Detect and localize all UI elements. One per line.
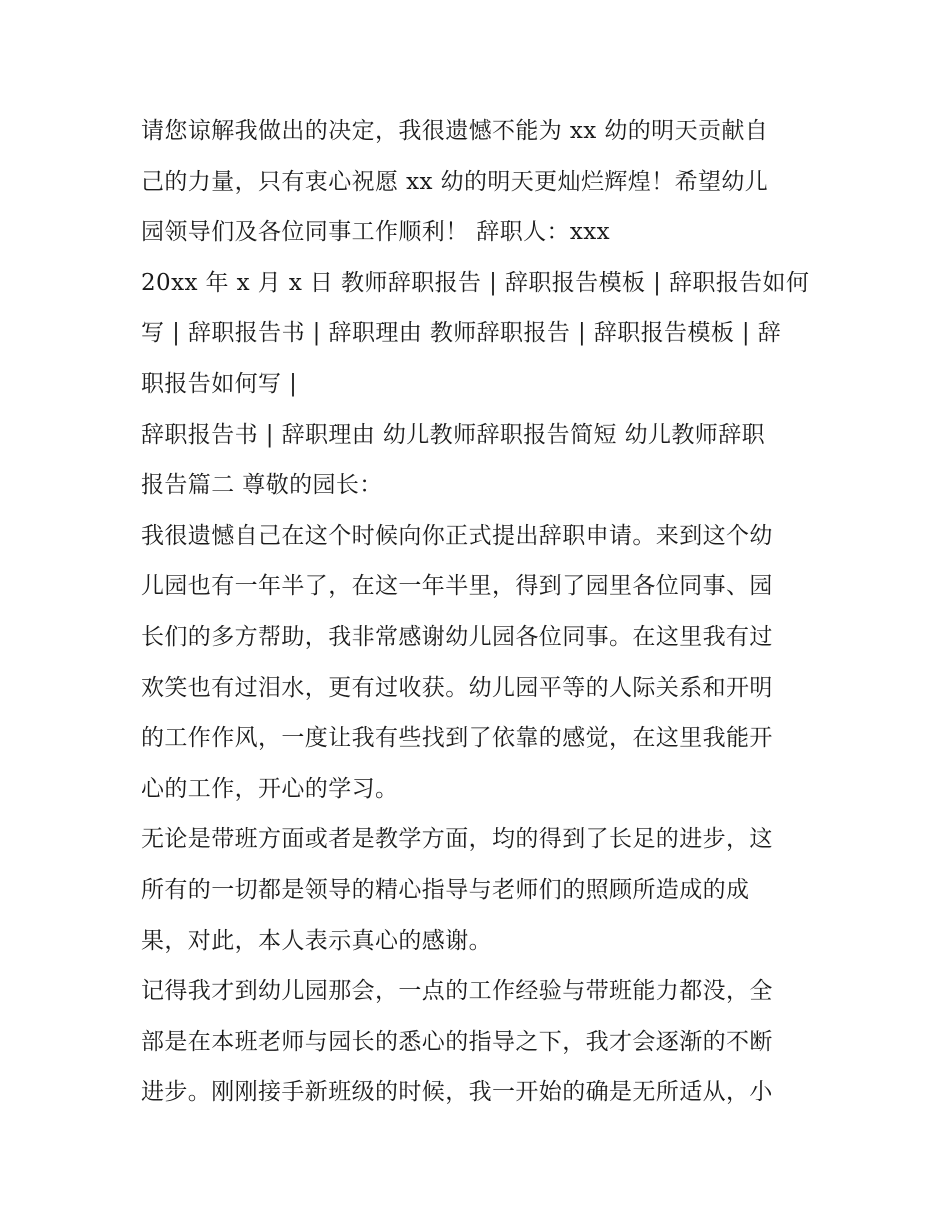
document-body (141, 106, 821, 1118)
text-line-10: 儿园也有一年半了，在这一年半里，得到了园里各位同事、园 (141, 573, 773, 600)
text-line-11: 长们的多方帮助，我非常感谢幼儿园各位同事。在这里我有过 (141, 623, 773, 650)
text-line-12: 欢笑也有过泪水，更有过收获。幼儿园平等的人际关系和开明 (141, 674, 773, 701)
text-line-18: 记得我才到幼儿园那会，一点的工作经验与带班能力都没，全 (141, 978, 773, 1005)
text-line-5: 写 | 辞职报告书 | 辞职理由 教师辞职报告 | 辞职报告模板 | 辞 (141, 320, 782, 347)
text-line-8: 报告篇二 尊敬的园长： (141, 472, 383, 499)
text-line-2: 己的力量，只有衷心祝愿 xx 幼的明天更灿烂辉煌！希望幼儿 (141, 168, 769, 195)
text-line-15: 无论是带班方面或者是教学方面，均的得到了长足的进步，这 (141, 826, 773, 853)
text-line-19: 部是在本班老师与园长的悉心的指导之下，我才会逐渐的不断 (141, 1028, 773, 1055)
text-line-6: 职报告如何写 | (141, 370, 298, 397)
text-line-17: 果，对此，本人表示真心的感谢。 (141, 927, 492, 954)
text-line-20: 进步。刚刚接手新班级的时候，我一开始的确是无所适从，小 (141, 1079, 773, 1106)
text-line-7: 辞职报告书 | 辞职理由 幼儿教师辞职报告简短 幼儿教师辞职 (141, 421, 765, 448)
text-line-1: 请您谅解我做出的决定，我很遗憾不能为 xx 幼的明天贡献自 (141, 118, 769, 144)
text-line-9: 我很遗憾自己在这个时候向你正式提出辞职申请。来到这个幼 (141, 522, 773, 549)
text-line-14: 心的工作，开心的学习。 (141, 775, 399, 802)
text-line-3: 园领导们及各位同事工作顺利！ 辞职人：xxx (141, 219, 611, 246)
text-line-16: 所有的一切都是领导的精心指导与老师们的照顾所造成的成 (141, 876, 750, 903)
text-line-13: 的工作作风，一度让我有些找到了依靠的感觉，在这里我能开 (141, 725, 773, 752)
text-line-4: 20xx 年 x 月 x 日 教师辞职报告 | 辞职报告模板 | 辞职报告如何 (141, 269, 810, 296)
